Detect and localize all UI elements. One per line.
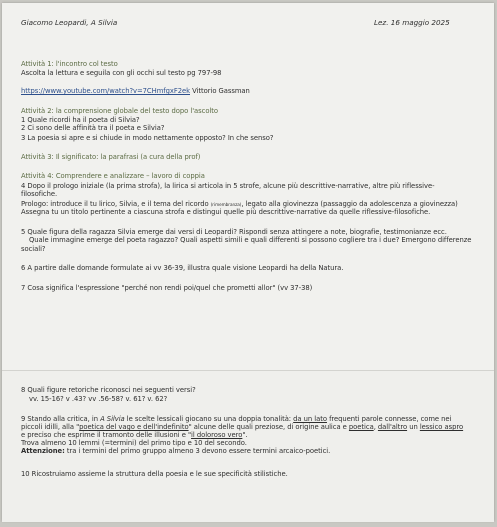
question-9-line-5 <box>21 447 484 455</box>
question-1: 1 Quale ricordi ha il poeta di Silvia? <box>21 116 140 124</box>
q9-text-h: ". <box>242 431 248 439</box>
question-8-line-2: vv. 15-16? v .43? vv .56-58? v. 61? v. 62? <box>29 395 168 403</box>
question-9-line-1 <box>21 415 484 423</box>
q9-poetica-vago: poetica del vago e dell'indefinito <box>79 423 189 431</box>
activity-1-text: Ascolta la lettura e seguila con gli occhi sul testo pg 797-98 <box>21 69 222 77</box>
q9-text-g: e preciso che esprime il tramonto delle illusioni e " <box>21 431 192 439</box>
q9-attenzione: Attenzione: <box>21 447 65 455</box>
lower-section <box>2 370 494 522</box>
lesson-date: Lez. 16 maggio 2025 <box>374 18 450 27</box>
assegna-line: Assegna tu un titolo pertinente a ciascuna strofa e distingui quelle più descrittive-narrative da quelle riflessive-filosofiche. <box>21 208 431 216</box>
question-8-line-1: 8 Quali figure retoriche riconosci nei seguenti versi? <box>21 386 196 394</box>
q9-text-i: tra i termini del primo gruppo almeno 3 devono essere termini arcaico-poetici. <box>64 447 331 455</box>
q9-text-d: piccoli idilli, alla " <box>21 423 80 431</box>
activity-2-heading: Attività 2: la comprensione globale del testo dopo l'ascolto <box>21 107 219 115</box>
q9-text-f: un <box>407 423 420 431</box>
q9-doloroso-vero: il doloroso vero <box>191 431 243 439</box>
question-6: 6 A partire dalle domande formulate ai vv 36-39, illustra quale visione Leopardi ha della Natura. <box>21 264 344 272</box>
activity-1-heading: Attività 1: l'incontro col testo <box>21 60 118 68</box>
question-4-line-1: 4 Dopo il prologo iniziale (la prima strofa), la lirica si articola in 5 strofe, alcune più descrittive-narrative, altre più riflessive- <box>21 182 435 190</box>
question-5-line-1: 5 Quale figura della ragazza Silvia emerge dai versi di Leopardi? Rispondi senza attingere a note, biografie, testimonianze ecc. <box>21 228 447 236</box>
q9-text-b: le scelte lessicali giocano su una doppia tonalità: <box>124 415 294 423</box>
document-author-title: Giacomo Leopardi, A Silvia <box>21 18 118 27</box>
video-link-line <box>21 87 484 95</box>
q9-da-un-lato: da un lato <box>293 415 327 423</box>
activity-3-heading: Attività 3: Il significato: la parafrasi (a cura della prof) <box>21 153 201 161</box>
q9-text-e: " alcune delle quali preziose, di origine aulica e <box>188 423 349 431</box>
q9-poetica: poetica <box>348 423 374 431</box>
youtube-link[interactable]: https://www.youtube.com/watch?v=7CHmfgxF2ek <box>21 87 190 95</box>
q9-poem-title: A Silvia <box>100 415 125 423</box>
prologo-text-end: , legato alla giovinezza (passaggio da adolescenza a giovinezza) <box>241 200 458 208</box>
question-9-line-4: Trova almeno 10 lemmi (=termini) del primo tipo e 10 del secondo. <box>21 439 247 447</box>
q9-lessico-aspro: lessico aspro <box>419 423 464 431</box>
question-5-line-2: Quale immagine emerge del poeta ragazzo? Quali aspetti simili e quali differenti si possono cogliere tra i due? Emergono differenze <box>29 236 472 244</box>
q9-dall-altro: dall'altro <box>377 423 408 431</box>
prologo-text-start: Prologo: introduce il tu lirico, Silvia, e il tema del ricordo <box>21 200 211 208</box>
q9-comma: , <box>373 423 378 431</box>
video-link-suffix: Vittorio Gassman <box>190 87 250 95</box>
question-7: 7 Cosa significa l'espressione "perché non rendi poi/quel che prometti allor" (vv 37-38) <box>21 284 313 292</box>
question-3: 3 La poesia si apre e si chiude in modo nettamente opposto? In che senso? <box>21 134 274 142</box>
q9-text-a: 9 Stando alla critica, in <box>21 415 101 423</box>
activity-4-heading: Attività 4: Comprendere e analizzare – lavoro di coppia <box>21 172 205 180</box>
q9-text-c: frequenti parole connesse, come nei <box>326 415 452 423</box>
prologo-rimembranza: (rimembranza) <box>210 202 242 207</box>
question-10: 10 Ricostruiamo assieme la struttura della poesia e le sue specificità stilistiche. <box>21 470 288 478</box>
question-5-line-3: sociali? <box>21 245 46 253</box>
question-9-line-3 <box>21 431 484 439</box>
question-9-line-2 <box>21 423 484 431</box>
question-4-line-2: filosofiche. <box>21 190 58 198</box>
question-2: 2 Ci sono delle affinità tra il poeta e Silvia? <box>21 124 165 132</box>
worksheet-page <box>2 3 494 521</box>
